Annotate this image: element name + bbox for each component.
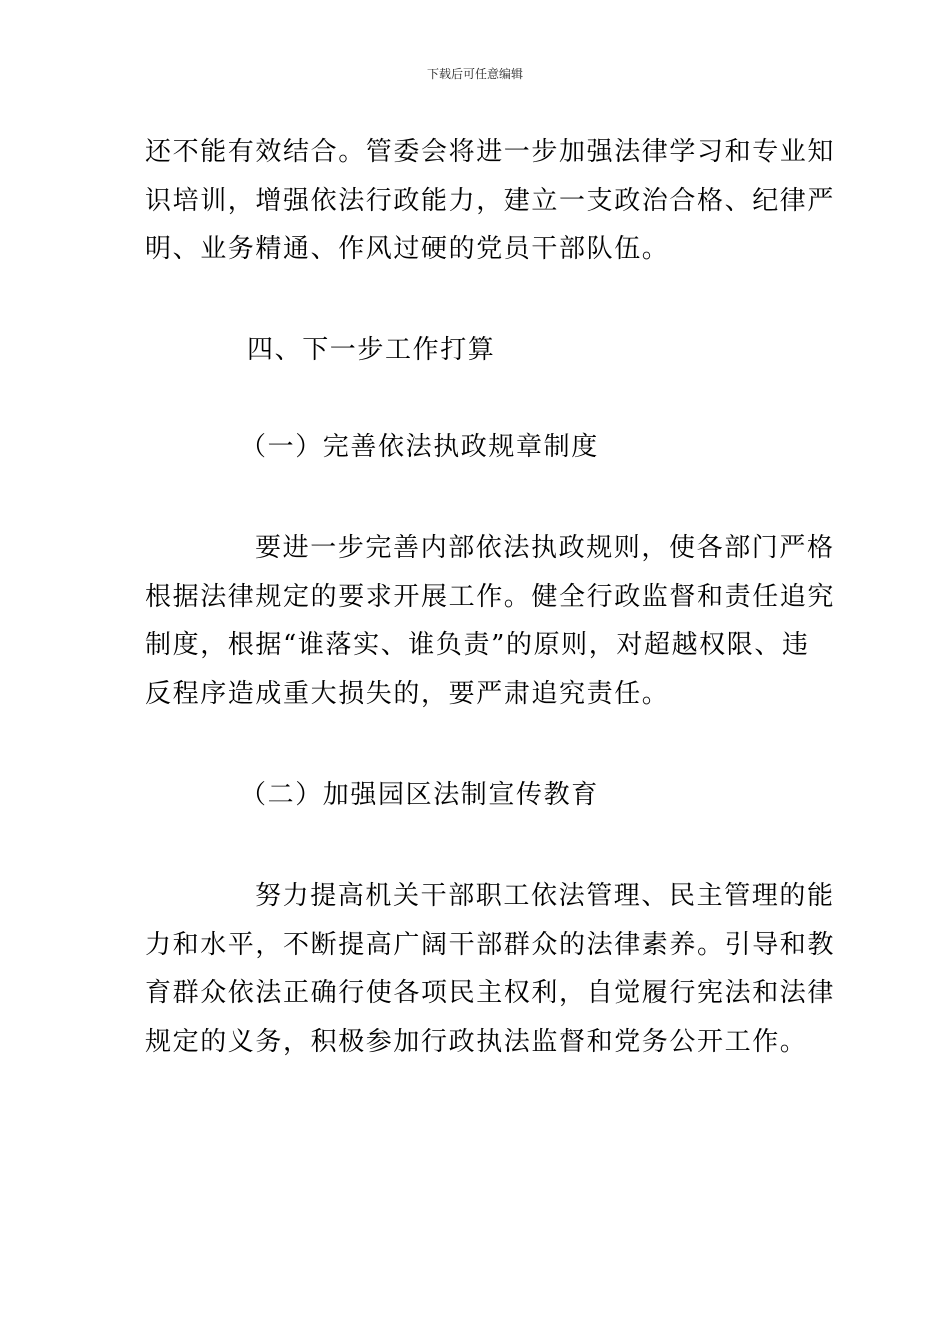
paragraph-education [145, 872, 836, 1066]
text-line: 育群众依法正确行使各项民主权利，自觉履行宪法和法律 [145, 978, 836, 1008]
text-line: 根据法律规定的要求开展工作。健全行政监督和责任追究 [145, 581, 836, 612]
text-line: 努力提高机关干部职工依法管理、民主管理的能 [255, 881, 835, 911]
text-line: 反程序造成重大损失的，要严肃追究责任。 [145, 678, 670, 709]
subsection-heading-1: （一）完善依法执政规章制度 [240, 432, 599, 462]
text-line: 明、业务精通、作风过硬的党员干部队伍。 [145, 234, 670, 264]
text-line: 还不能有效结合。管委会将进一步加强法律学习和专业知 [145, 137, 836, 167]
subsection-heading-2: （二）加强园区法制宣传教育 [240, 780, 599, 810]
page-header: 下载后可任意编辑 [426, 67, 523, 81]
text-line: 制度，根据“谁落实、谁负责”的原则，对超越权限、违 [145, 630, 810, 660]
text-line: 识培训，增强依法行政能力，建立一支政治合格、纪律严 [145, 185, 836, 216]
text-line: 要进一步完善内部依法执政规则，使各部门严格 [255, 533, 835, 563]
text-line: 规定的义务，积极参加行政执法监督和党务公开工作。 [145, 1026, 808, 1057]
section-heading: 四、下一步工作打算 [247, 335, 496, 365]
paragraph-continuation [145, 128, 836, 274]
paragraph-regulations [145, 524, 836, 718]
text-line: 力和水平，不断提高广阔干部群众的法律素养。引导和教 [145, 929, 836, 960]
